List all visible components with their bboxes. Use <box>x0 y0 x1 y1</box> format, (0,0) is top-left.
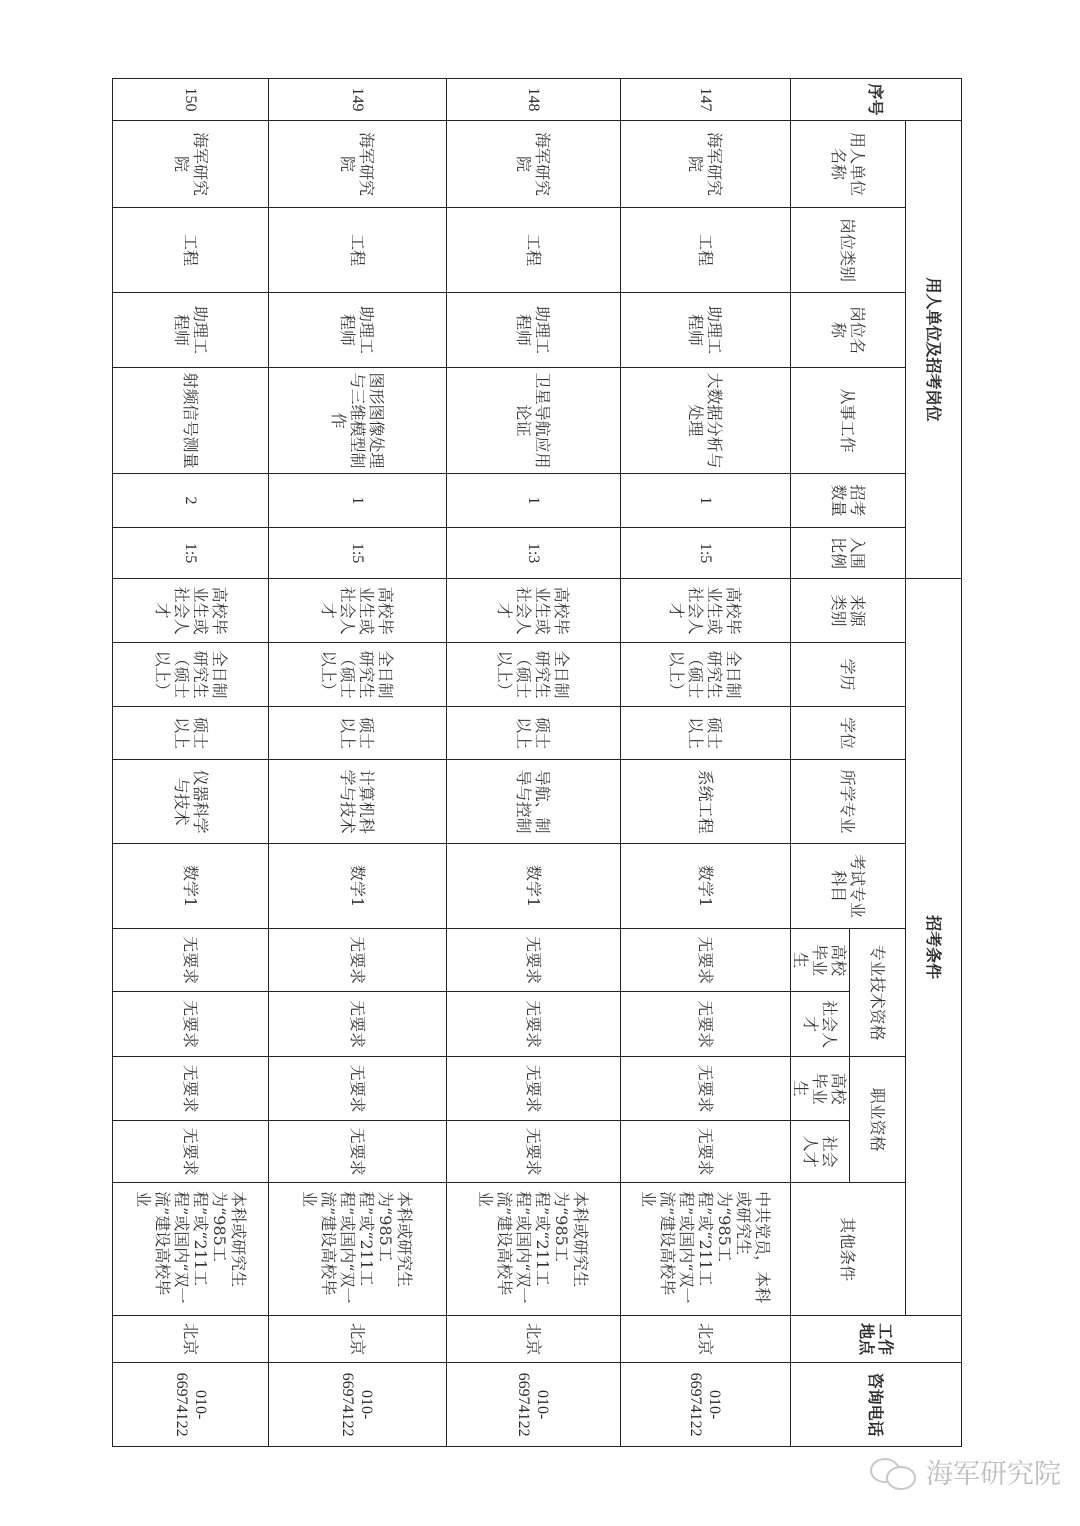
header-major: 所学专业 <box>790 760 905 844</box>
cell-pro-grad: 无要求 <box>269 929 447 992</box>
cell-work: 卫星导航应用论证 <box>446 368 620 474</box>
cell-post-name: 助理工程师 <box>269 293 447 368</box>
rotated-page <box>112 78 962 1446</box>
header-work: 从事工作 <box>790 368 905 474</box>
watermark-text: 海军研究院 <box>926 1459 1061 1490</box>
header-group-unit: 用人单位及招考岗位 <box>905 121 961 579</box>
cell-phone: 010-66974122 <box>269 1363 447 1447</box>
cell-job-grad: 无要求 <box>446 1057 620 1121</box>
cell-unit-name: 海军研究院 <box>269 121 447 208</box>
cell-count: 1 <box>621 474 790 528</box>
cell-major: 导航、制导与控制 <box>446 760 620 844</box>
cell-source: 高校毕业生或社会人才 <box>113 579 269 643</box>
cell-source: 高校毕业生或社会人才 <box>269 579 447 643</box>
cell-source: 高校毕业生或社会人才 <box>446 579 620 643</box>
header-post-category: 岗位类别 <box>790 208 905 293</box>
cell-unit-name: 海军研究院 <box>113 121 269 208</box>
header-group-job-qual: 职业资格 <box>849 1057 905 1183</box>
cell-ratio: 1:5 <box>113 528 269 579</box>
cell-job-social: 无要求 <box>113 1121 269 1183</box>
header-source: 来源类别 <box>790 579 905 643</box>
cell-exam-subject: 数学1 <box>621 844 790 929</box>
header-group-row <box>905 79 961 1447</box>
cell-source: 高校毕业生或社会人才 <box>621 579 790 643</box>
header-sub-row <box>849 79 905 1447</box>
cell-pro-grad: 无要求 <box>621 929 790 992</box>
header-job-social: 社会人才 <box>790 1121 849 1183</box>
cell-work: 图形图像处理与三维模型制作 <box>269 368 447 474</box>
header-exam-subject: 考试专业科目 <box>790 844 905 929</box>
header-phone: 咨询电话 <box>790 1363 961 1447</box>
header-post-name: 岗位名称 <box>790 293 905 368</box>
cell-major: 仪器科学与技术 <box>113 760 269 844</box>
cell-education: 全日制研究生（硕士以上） <box>113 643 269 707</box>
wechat-icon <box>870 1456 918 1488</box>
header-seq: 序号 <box>790 79 961 121</box>
cell-other: 本科或研究生为“985工程”或“211工程”或国内“双一流”建设高校毕业 <box>113 1183 269 1316</box>
cell-seq: 148 <box>446 79 620 121</box>
cell-seq: 149 <box>269 79 447 121</box>
cell-ratio: 1:5 <box>621 528 790 579</box>
recruitment-table <box>112 78 962 1447</box>
cell-pro-grad: 无要求 <box>113 929 269 992</box>
cell-exam-subject: 数学1 <box>113 844 269 929</box>
cell-education: 全日制研究生（硕士以上） <box>621 643 790 707</box>
cell-post-name: 助理工程师 <box>446 293 620 368</box>
cell-phone: 010-66974122 <box>621 1363 790 1447</box>
table-row <box>446 79 620 1447</box>
cell-job-social: 无要求 <box>621 1121 790 1183</box>
table-row <box>621 79 790 1447</box>
header-ratio: 入围比例 <box>790 528 905 579</box>
cell-education: 全日制研究生（硕士以上） <box>446 643 620 707</box>
cell-work: 大数据分析与处理 <box>621 368 790 474</box>
header-pro-social: 社会人才 <box>790 992 849 1057</box>
cell-pro-social: 无要求 <box>446 992 620 1057</box>
cell-post-category: 工程 <box>113 208 269 293</box>
header-education: 学历 <box>790 643 905 707</box>
cell-post-category: 工程 <box>621 208 790 293</box>
header-other: 其他条件 <box>790 1183 905 1316</box>
header-degree: 学位 <box>790 707 905 760</box>
cell-work: 射频信号测量 <box>113 368 269 474</box>
header-unit-name: 用人单位名称 <box>790 121 905 208</box>
table-row <box>113 79 269 1447</box>
cell-job-grad: 无要求 <box>113 1057 269 1121</box>
cell-phone: 010-66974122 <box>446 1363 620 1447</box>
cell-count: 2 <box>113 474 269 528</box>
cell-count: 1 <box>446 474 620 528</box>
cell-location: 北京 <box>446 1316 620 1363</box>
cell-job-social: 无要求 <box>269 1121 447 1183</box>
cell-degree: 硕士以上 <box>621 707 790 760</box>
cell-ratio: 1:5 <box>269 528 447 579</box>
cell-location: 北京 <box>113 1316 269 1363</box>
cell-ratio: 1:3 <box>446 528 620 579</box>
header-group-pro-qual: 专业技术资格 <box>849 929 905 1057</box>
cell-education: 全日制研究生（硕士以上） <box>269 643 447 707</box>
cell-exam-subject: 数学1 <box>269 844 447 929</box>
header-work-location: 工作地点 <box>790 1316 961 1363</box>
header-count: 招考数量 <box>790 474 905 528</box>
cell-post-name: 助理工程师 <box>113 293 269 368</box>
cell-degree: 硕士以上 <box>446 707 620 760</box>
table-row <box>269 79 447 1447</box>
header-job-grad: 高校毕业生 <box>790 1057 849 1121</box>
cell-other: 本科或研究生为“985工程”或“211工程”或国内“双一流”建设高校毕业 <box>269 1183 447 1316</box>
cell-other: 中共党员，本科或研究生为“985工程”或“211工程”或国内“双一流”建设高校毕业 <box>621 1183 790 1316</box>
cell-job-social: 无要求 <box>446 1121 620 1183</box>
cell-unit-name: 海军研究院 <box>446 121 620 208</box>
cell-major: 计算机科学与技术 <box>269 760 447 844</box>
header-pro-grad: 高校毕业生 <box>790 929 849 992</box>
cell-pro-social: 无要求 <box>113 992 269 1057</box>
cell-pro-grad: 无要求 <box>446 929 620 992</box>
header-group-conditions: 招考条件 <box>905 579 961 1316</box>
cell-seq: 147 <box>621 79 790 121</box>
cell-seq: 150 <box>113 79 269 121</box>
cell-job-grad: 无要求 <box>269 1057 447 1121</box>
cell-major: 系统工程 <box>621 760 790 844</box>
watermark <box>870 1452 1061 1491</box>
cell-other: 本科或研究生为“985工程”或“211工程”或国内“双一流”建设高校毕业 <box>446 1183 620 1316</box>
cell-exam-subject: 数学1 <box>446 844 620 929</box>
cell-pro-social: 无要求 <box>269 992 447 1057</box>
cell-unit-name: 海军研究院 <box>621 121 790 208</box>
cell-post-category: 工程 <box>446 208 620 293</box>
cell-post-category: 工程 <box>269 208 447 293</box>
cell-job-grad: 无要求 <box>621 1057 790 1121</box>
cell-location: 北京 <box>269 1316 447 1363</box>
cell-pro-social: 无要求 <box>621 992 790 1057</box>
cell-count: 1 <box>269 474 447 528</box>
cell-degree: 硕士以上 <box>113 707 269 760</box>
cell-post-name: 助理工程师 <box>621 293 790 368</box>
cell-degree: 硕士以上 <box>269 707 447 760</box>
cell-phone: 010-66974122 <box>113 1363 269 1447</box>
cell-location: 北京 <box>621 1316 790 1363</box>
